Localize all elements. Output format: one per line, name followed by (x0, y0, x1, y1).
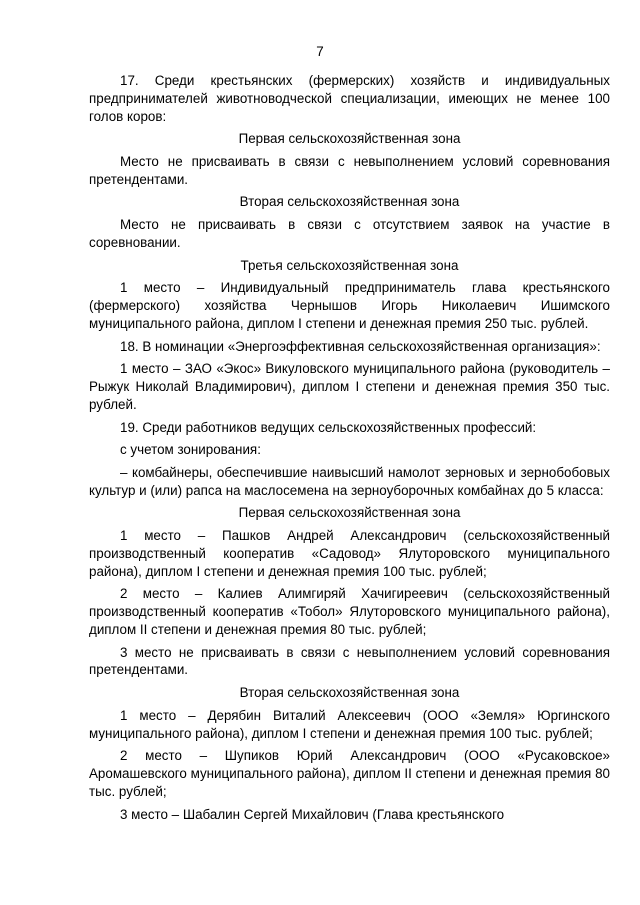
paragraph: 1 место – ЗАО «Экос» Викуловского муниципального района (руководитель – Рыжук Николай Владимирович), диплом I степени и денежная премия 350 тыс. рублей. (89, 361, 610, 412)
paragraph: Место не присваивать в связи с отсутствием заявок на участие в соревновании. (89, 217, 610, 250)
zone-heading: Третья сельскохозяйственная зона (240, 257, 459, 273)
zone-heading: Вторая сельскохозяйственная зона (239, 685, 460, 701)
paragraph: 3 место – Шабалин Сергей Михайлович (Глава крестьянского (120, 806, 505, 822)
paragraph-item-17: 17. Среди крестьянских (фермерских) хозяйств и индивидуальных предпринимателей животноводческой специализации, имеющих не менее 100 голов коров: (89, 73, 610, 124)
zone-heading: Первая сельскохозяйственная зона (238, 131, 461, 147)
zone-heading: Первая сельскохозяйственная зона (238, 505, 461, 521)
paragraph-item-18: 18. В номинации «Энергоэффективная сельскохозяйственная организация»: (120, 338, 601, 354)
zone-heading: Вторая сельскохозяйственная зона (239, 194, 460, 210)
paragraph: 1 место – Индивидуальный предприниматель глава крестьянского (фермерского) хозяйства Чернышов Игорь Николаевич Ишимского муниципального района, диплом I степени и денежная премия 250 тыс. рублей. (89, 280, 610, 331)
paragraph: 3 место не присваивать в связи с невыполнением условий соревнования претендентами. (89, 644, 610, 678)
paragraph: с учетом зонирования: (120, 442, 261, 458)
paragraph-item-19: 19. Среди работников ведущих сельскохозяйственных профессий: (120, 419, 537, 435)
paragraph: 2 место – Калиев Алимгиряй Хачигиреевич (сельскохозяйственный производственный кооператив «Тобол» Ялуторовского муниципального района), диплом II степени и денежная премия 80 тыс. рублей; (89, 586, 610, 637)
paragraph: 2 место – Шупиков Юрий Александрович (ООО «Русаковское» Аромашевского муниципального района), диплом II степени и денежная премия 80 тыс. рублей; (89, 748, 610, 799)
page-number: 7 (316, 44, 324, 59)
paragraph: 1 место – Дерябин Виталий Алексеевич (ООО «Земля» Юргинского муниципального района), диплом I степени и денежная премия 100 тыс. рублей; (89, 707, 610, 741)
document-body (89, 72, 610, 823)
paragraph: 1 место – Пашков Андрей Александрович (сельскохозяйственный производственный кооператив «Садовод» Ялуторовского муниципального района), диплом I степени и денежная премия 100 тыс. рублей; (89, 528, 610, 579)
paragraph: Место не присваивать в связи с невыполнением условий соревнования претендентами. (89, 153, 610, 187)
paragraph: – комбайнеры, обеспечившие наивысший намолот зерновых и зернобобовых культур и (или) рапса на маслосемена на зерноуборочных комбайнах до 5 класса: (89, 464, 610, 498)
